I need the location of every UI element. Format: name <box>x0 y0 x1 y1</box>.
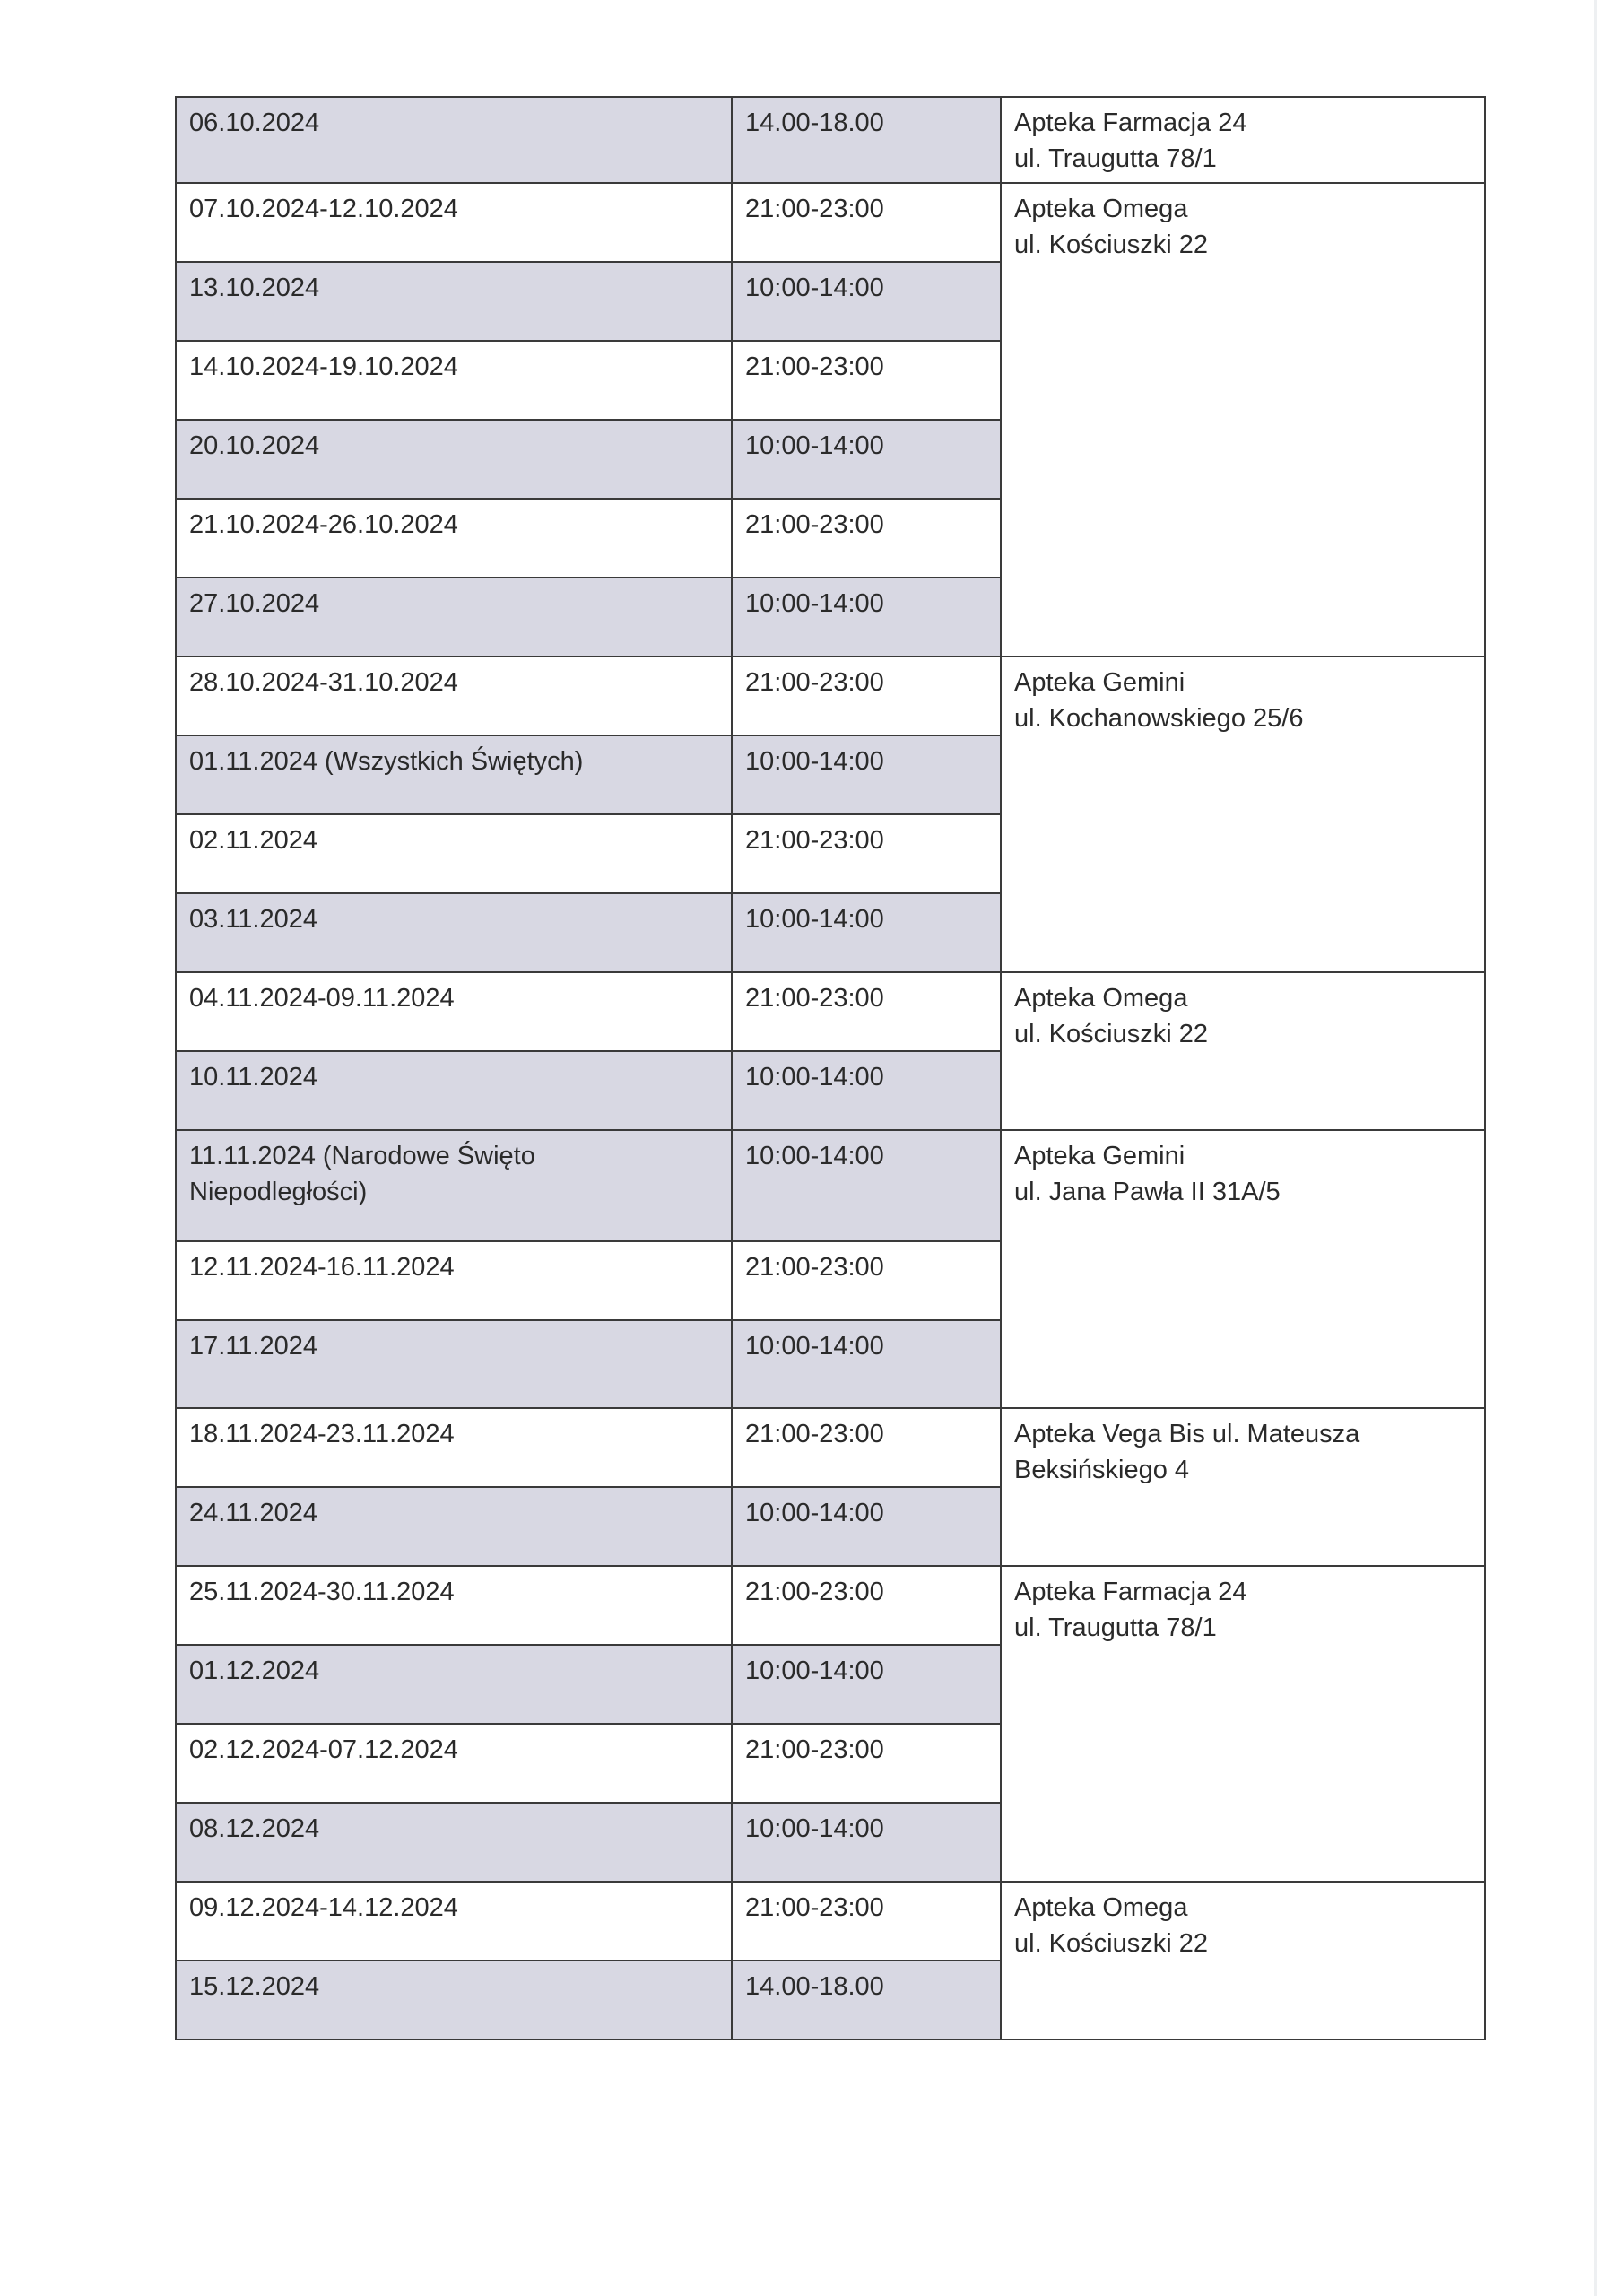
schedule-row <box>176 1408 1485 1487</box>
date-cell: 02.12.2024-07.12.2024 <box>176 1724 732 1803</box>
date-cell: 08.12.2024 <box>176 1803 732 1882</box>
date-cell: 18.11.2024-23.11.2024 <box>176 1408 732 1487</box>
pharmacy-name: Apteka Farmacja 24 <box>1014 109 1247 137</box>
pharmacy-cell <box>1001 972 1485 1130</box>
pharmacy-address: ul. Traugutta 78/1 <box>1014 1613 1217 1642</box>
date-cell: 25.11.2024-30.11.2024 <box>176 1566 732 1645</box>
pharmacy-address: ul. Kochanowskiego 25/6 <box>1014 704 1304 733</box>
date-cell: 01.11.2024 (Wszystkich Świętych) <box>176 735 732 814</box>
schedule-row <box>176 657 1485 735</box>
date-cell: 02.11.2024 <box>176 814 732 893</box>
date-cell: 01.12.2024 <box>176 1645 732 1724</box>
pharmacy-address: ul. Jana Pawła II 31A/5 <box>1014 1178 1281 1206</box>
hours-cell: 21:00-23:00 <box>732 1882 1001 1961</box>
pharmacy-address: Beksińskiego 4 <box>1014 1456 1190 1484</box>
pharmacy-cell <box>1001 1566 1485 1882</box>
hours-cell: 14.00-18.00 <box>732 97 1001 183</box>
pharmacy-name: Apteka Gemini <box>1014 1142 1185 1170</box>
hours-cell: 10:00-14:00 <box>732 1320 1001 1408</box>
pharmacy-name: Apteka Vega Bis ul. Mateusza <box>1014 1420 1360 1448</box>
pharmacy-cell <box>1001 97 1485 183</box>
date-cell: 09.12.2024-14.12.2024 <box>176 1882 732 1961</box>
pharmacy-name: Apteka Farmacja 24 <box>1014 1578 1247 1606</box>
pharmacy-address: ul. Kościuszki 22 <box>1014 230 1208 259</box>
hours-cell: 10:00-14:00 <box>732 578 1001 657</box>
schedule-row <box>176 972 1485 1051</box>
date-cell: 27.10.2024 <box>176 578 732 657</box>
page-edge <box>1594 0 1597 2296</box>
hours-cell: 21:00-23:00 <box>732 341 1001 420</box>
pharmacy-name: Apteka Gemini <box>1014 668 1185 697</box>
date-cell: 10.11.2024 <box>176 1051 732 1130</box>
date-cell: 15.12.2024 <box>176 1961 732 2039</box>
date-cell: 11.11.2024 (Narodowe Święto Niepodległości) <box>176 1130 732 1241</box>
schedule-row <box>176 97 1485 183</box>
schedule-row <box>176 1130 1485 1241</box>
hours-cell: 21:00-23:00 <box>732 183 1001 262</box>
pharmacy-address: ul. Kościuszki 22 <box>1014 1929 1208 1958</box>
hours-cell: 10:00-14:00 <box>732 1645 1001 1724</box>
hours-cell: 10:00-14:00 <box>732 1803 1001 1882</box>
pharmacy-cell <box>1001 657 1485 972</box>
hours-cell: 10:00-14:00 <box>732 262 1001 341</box>
pharmacy-address: ul. Traugutta 78/1 <box>1014 144 1217 173</box>
hours-cell: 21:00-23:00 <box>732 1566 1001 1645</box>
pharmacy-address: ul. Kościuszki 22 <box>1014 1020 1208 1048</box>
hours-cell: 21:00-23:00 <box>732 1408 1001 1487</box>
hours-cell: 21:00-23:00 <box>732 657 1001 735</box>
pharmacy-cell <box>1001 183 1485 657</box>
hours-cell: 10:00-14:00 <box>732 1487 1001 1566</box>
date-cell: 28.10.2024-31.10.2024 <box>176 657 732 735</box>
hours-cell: 10:00-14:00 <box>732 1130 1001 1241</box>
hours-cell: 21:00-23:00 <box>732 814 1001 893</box>
pharmacy-cell <box>1001 1130 1485 1408</box>
hours-cell: 10:00-14:00 <box>732 735 1001 814</box>
pharmacy-name: Apteka Omega <box>1014 1893 1188 1922</box>
date-cell: 21.10.2024-26.10.2024 <box>176 499 732 578</box>
schedule-row <box>176 183 1485 262</box>
pharmacy-cell <box>1001 1882 1485 2039</box>
hours-cell: 21:00-23:00 <box>732 1724 1001 1803</box>
pharmacy-name: Apteka Omega <box>1014 984 1188 1013</box>
pharmacy-name: Apteka Omega <box>1014 195 1188 223</box>
pharmacy-cell <box>1001 1408 1485 1566</box>
date-cell: 04.11.2024-09.11.2024 <box>176 972 732 1051</box>
hours-cell: 10:00-14:00 <box>732 420 1001 499</box>
date-cell: 13.10.2024 <box>176 262 732 341</box>
schedule-row <box>176 1566 1485 1645</box>
schedule-row <box>176 1882 1485 1961</box>
date-cell: 17.11.2024 <box>176 1320 732 1408</box>
date-cell: 12.11.2024-16.11.2024 <box>176 1241 732 1320</box>
date-cell: 06.10.2024 <box>176 97 732 183</box>
hours-cell: 14.00-18.00 <box>732 1961 1001 2039</box>
hours-cell: 10:00-14:00 <box>732 893 1001 972</box>
hours-cell: 10:00-14:00 <box>732 1051 1001 1130</box>
date-cell: 20.10.2024 <box>176 420 732 499</box>
hours-cell: 21:00-23:00 <box>732 972 1001 1051</box>
date-cell: 24.11.2024 <box>176 1487 732 1566</box>
hours-cell: 21:00-23:00 <box>732 499 1001 578</box>
pharmacy-duty-schedule-table <box>175 96 1486 2040</box>
hours-cell: 21:00-23:00 <box>732 1241 1001 1320</box>
schedule-body <box>176 97 1485 2039</box>
date-cell: 03.11.2024 <box>176 893 732 972</box>
date-cell: 14.10.2024-19.10.2024 <box>176 341 732 420</box>
date-cell: 07.10.2024-12.10.2024 <box>176 183 732 262</box>
